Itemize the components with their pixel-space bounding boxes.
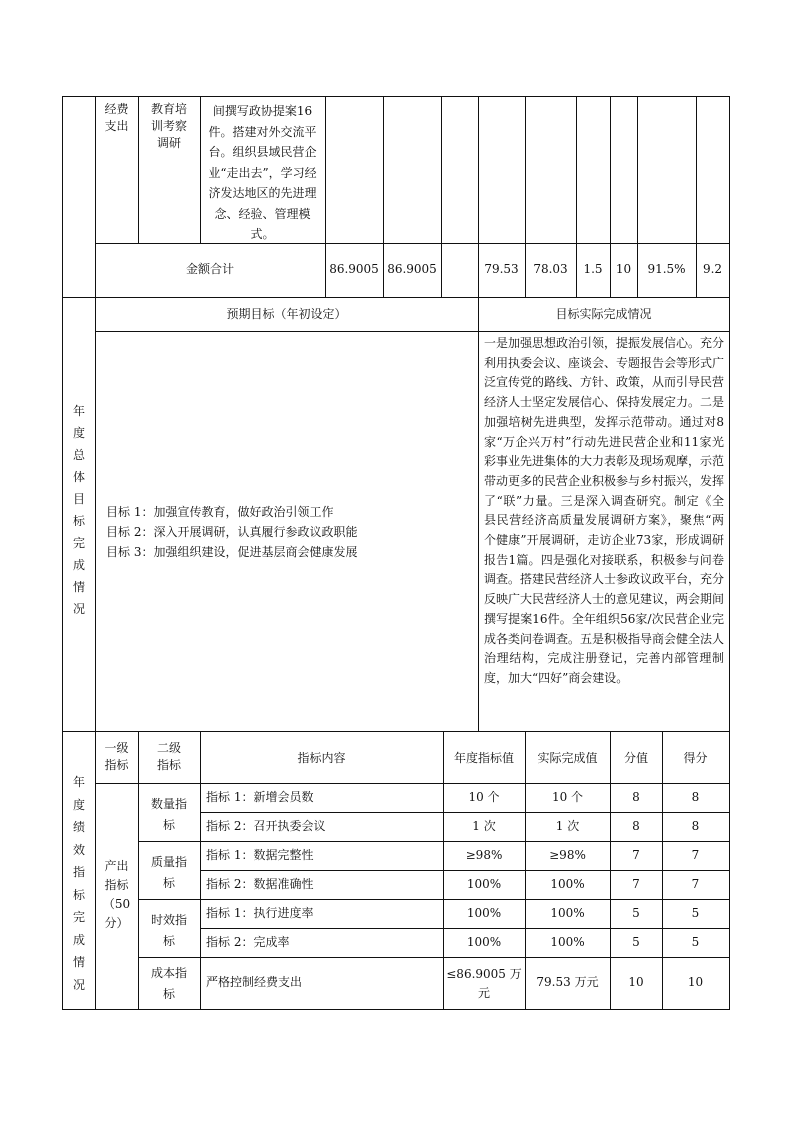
total-value-4: 79.53: [484, 262, 519, 276]
row-4-target: 100%: [466, 877, 502, 891]
row-2-target: 1 次: [472, 819, 496, 833]
row-6-content: 指标 2：完成率: [206, 935, 290, 949]
total-value-5: 78.03: [533, 262, 568, 276]
row-2-score: 8: [691, 819, 700, 833]
actual-completion-header: 目标实际完成情况: [555, 307, 652, 321]
cost-indicator-label: 成本指 标: [150, 966, 187, 1001]
row-7-target: ≤86.9005 万 元: [446, 967, 522, 1000]
row-7-actual: 79.53 万元: [536, 975, 599, 989]
row-7-value: 10: [628, 975, 644, 989]
goal-2: 目标 2：深入开展调研，认真履行参政议政职能: [106, 525, 358, 539]
row-3-value: 7: [632, 848, 640, 862]
total-amount-label: 金额合计: [185, 262, 234, 276]
total-value-6: 1.5: [583, 262, 603, 276]
row-5-target: 100%: [466, 906, 502, 920]
row-6-value: 5: [632, 935, 640, 949]
row-1-actual: 10 个: [551, 790, 584, 804]
expense-type-cell: 经费 支出: [104, 102, 129, 133]
expected-goal-header: 预期目标（年初设定）: [226, 307, 347, 321]
header-target: 年度指标值: [453, 751, 514, 765]
row-1-target: 10 个: [468, 790, 500, 804]
row-3-actual: ≥98%: [549, 848, 586, 862]
total-value-2: 86.9005: [387, 262, 437, 276]
expense-description-cell: 间撰写政协提案16件。搭建对外交流平台。组织县域民营企业“走出去”，学习经济发达地区的先进理念、经验、管理模式。: [208, 104, 317, 241]
goal-3: 目标 3：加强组织建设，促进基层商会健康发展: [106, 545, 358, 559]
row-4-actual: 100%: [550, 877, 585, 891]
quality-indicator-label: 质量指 标: [150, 855, 187, 890]
total-value-1: 86.9005: [329, 262, 379, 276]
annual-goal-side-label: 年度总体目标完成情况: [72, 404, 85, 616]
row-7-content: 严格控制经费支出: [206, 975, 303, 989]
row-2-content: 指标 2：召开执委会议: [206, 819, 326, 833]
row-7-score: 10: [687, 975, 704, 989]
expense-item-cell: 教育培 训考察 调研: [150, 102, 187, 150]
header-score: 得分: [683, 751, 708, 765]
row-1-score: 8: [691, 790, 700, 804]
output-indicator-label: 产出 指标 （50 分）: [102, 859, 131, 930]
actual-completion-text: 一是加强思想政治引领，提振发展信心。充分利用执委会议、座谈会、专题报告会等形式广泛宣传党的路线、方针、政策，从而引导民营经济人士坚定发展信心、保持发展定力。二是加强培树先进典型，发挥示范带动。通过对8家“万企兴万村”行动先进民营企业和11家光彩事业先进集体的大力表彰及现场观摩，示范带动更多的民营企业积极参与乡村振兴，发挥了“联”力量。三是深入调查研究。制定《全县民营经济高质量发展调研方案》，聚焦“两个健康”开展调研，走访企业73家，形成调研报告1篇。四是强化对接联系，积极参与问卷调查。搭建民营经济人士参政议政平台，充分反映广大民营经济人士的意见建议，两会期间撰写提案16件。全年组织56家/次民营企业完成各类问卷调查。五是积极指导商会健全法人治理结构，完成注册登记，完善内部管理制度，加大“四好”商会建设。: [484, 336, 725, 685]
row-6-target: 100%: [466, 935, 502, 949]
row-2-actual: 1 次: [555, 819, 580, 833]
row-5-value: 5: [632, 906, 640, 920]
header-actual: 实际完成值: [537, 751, 598, 765]
row-1-content: 指标 1：新增会员数: [206, 790, 314, 804]
header-content: 指标内容: [297, 751, 346, 765]
timeliness-indicator-label: 时效指 标: [150, 913, 187, 948]
row-1-value: 8: [632, 790, 640, 804]
row-3-target: ≥98%: [465, 848, 503, 862]
total-value-8: 91.5%: [647, 262, 686, 276]
header-level2: 二级 指标: [156, 741, 181, 772]
row-3-score: 7: [691, 848, 700, 862]
performance-side-label: 年度绩效指标完成情况: [72, 775, 85, 992]
row-5-score: 5: [691, 906, 700, 920]
goal-1: 目标 1：加强宣传教育，做好政治引领工作: [106, 505, 334, 519]
row-5-content: 指标 1：执行进度率: [206, 906, 314, 920]
quantity-indicator-label: 数量指 标: [150, 797, 187, 832]
total-value-9: 9.2: [702, 262, 723, 276]
header-score-value: 分值: [623, 751, 648, 765]
row-4-value: 7: [632, 877, 640, 891]
row-6-actual: 100%: [550, 935, 585, 949]
header-level1: 一级 指标: [104, 741, 129, 772]
row-4-score: 7: [691, 877, 700, 891]
row-5-actual: 100%: [550, 906, 585, 920]
row-2-value: 8: [632, 819, 640, 833]
row-4-content: 指标 2：数据准确性: [206, 877, 314, 891]
row-3-content: 指标 1：数据完整性: [206, 848, 314, 862]
total-value-7: 10: [615, 262, 632, 276]
row-6-score: 5: [691, 935, 700, 949]
